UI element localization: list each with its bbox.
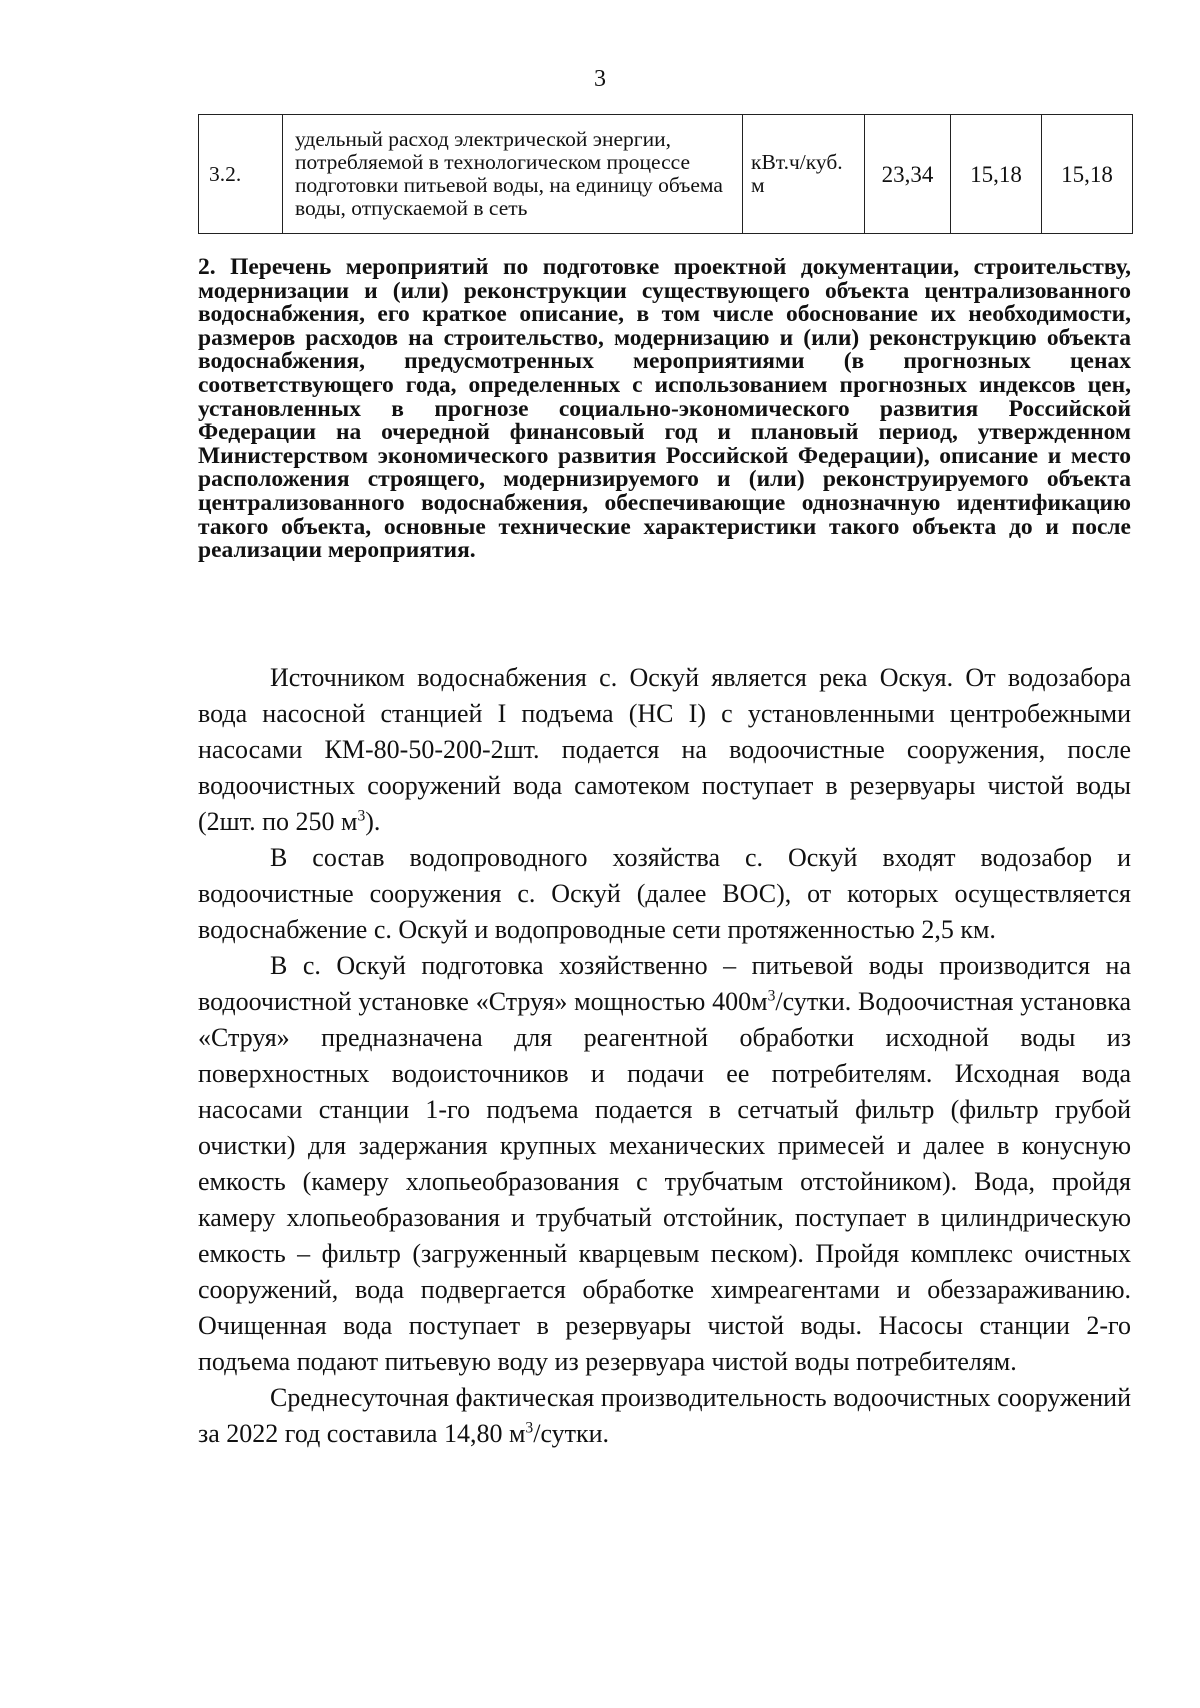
- paragraph-water-source: Источником водоснабжения с. Оскуй является река Оскуя. От водозабора вода насосной станцией I подъема (НС I) с установленными центробежными насосами КМ-80-50-200-2шт. подается на водоочистные сооружения, после водоочистных сооружений вода самотеком поступает в резервуары чистой воды (2шт. по 250 $м^3$).: [198, 663, 1131, 836]
- row-description: удельный расход электрической энергии, потребляемой в технологическом процессе подготовки питьевой воды, на единицу объема воды, отпускаемой в сеть: [283, 115, 743, 234]
- paragraph-daily-capacity: Среднесуточная фактическая производительность водоочистных сооружений за 2022 год составила 14,80 $м^3$/сутки.: [198, 1383, 1131, 1448]
- section-heading: 2. Перечень мероприятий по подготовке проектной документации, строительству, модернизации и (или) реконструкции существующего объекта централизованного водоснабжения, его краткое описание, в том числе обоснование их необходимости, размеров расходов на строительство, модернизацию и (или) реконструкцию объекта водоснабжения, предусмотренных мероприятиями (в прогнозных ценах соответствующего года, определенных с использованием прогнозных индексов цен, установленных в прогнозе социально-экономического развития Российской Федерации на очередной финансовый год и плановый период, утвержденном Министерством экономического развития Российской Федерации), описание и место расположения строящего, модернизируемого и (или) реконструируемого объекта централизованного водоснабжения, обеспечивающие однозначную идентификацию такого объекта, основные технические характеристики такого объекта до и после реализации мероприятия.: [198, 254, 1131, 564]
- row-value-1: 23,34: [865, 115, 951, 234]
- table-row: [199, 115, 1133, 234]
- page-number: 3: [594, 66, 606, 92]
- row-number: 3.2.: [199, 115, 283, 234]
- body-text: [198, 660, 1131, 1452]
- row-value-3: 15,18: [1042, 115, 1133, 234]
- paragraph-water-facilities: В состав водопроводного хозяйства с. Оскуй входят водозабор и водоочистные сооружения с. Оскуй (далее ВОС), от которых осуществляется водоснабжение с. Оскуй и водопроводные сети протяженностью 2,5 км.: [198, 843, 1131, 944]
- metrics-table: [198, 114, 1133, 234]
- paragraph-treatment-process: В с. Оскуй подготовка хозяйственно – питьевой воды производится на водоочистной установке «Струя» мощностью $400м^3$/сутки. Водоочистная установка «Струя» предназначена для реагентной обработки исходной воды из поверхностных водоисточников и подачи ее потребителям. Исходная вода насосами станции 1-го подъема подается в сетчатый фильтр (фильтр грубой очистки) для задержания крупных механических примесей и далее в конусную емкость (камеру хлопьеобразования с трубчатым отстойником). Вода, пройдя камеру хлопьеобразования и трубчатый отстойник, поступает в цилиндрическую емкость – фильтр (загруженный кварцевым песком). Пройдя комплекс очистных сооружений, вода подвергается обработке химреагентами и обеззараживанию. Очищенная вода поступает в резервуары чистой воды. Насосы станции 2-го подъема подают питьевую воду из резервуара чистой воды потребителям.: [198, 951, 1132, 1376]
- row-value-2: 15,18: [951, 115, 1042, 234]
- row-unit: кВт.ч/куб. м: [743, 115, 865, 234]
